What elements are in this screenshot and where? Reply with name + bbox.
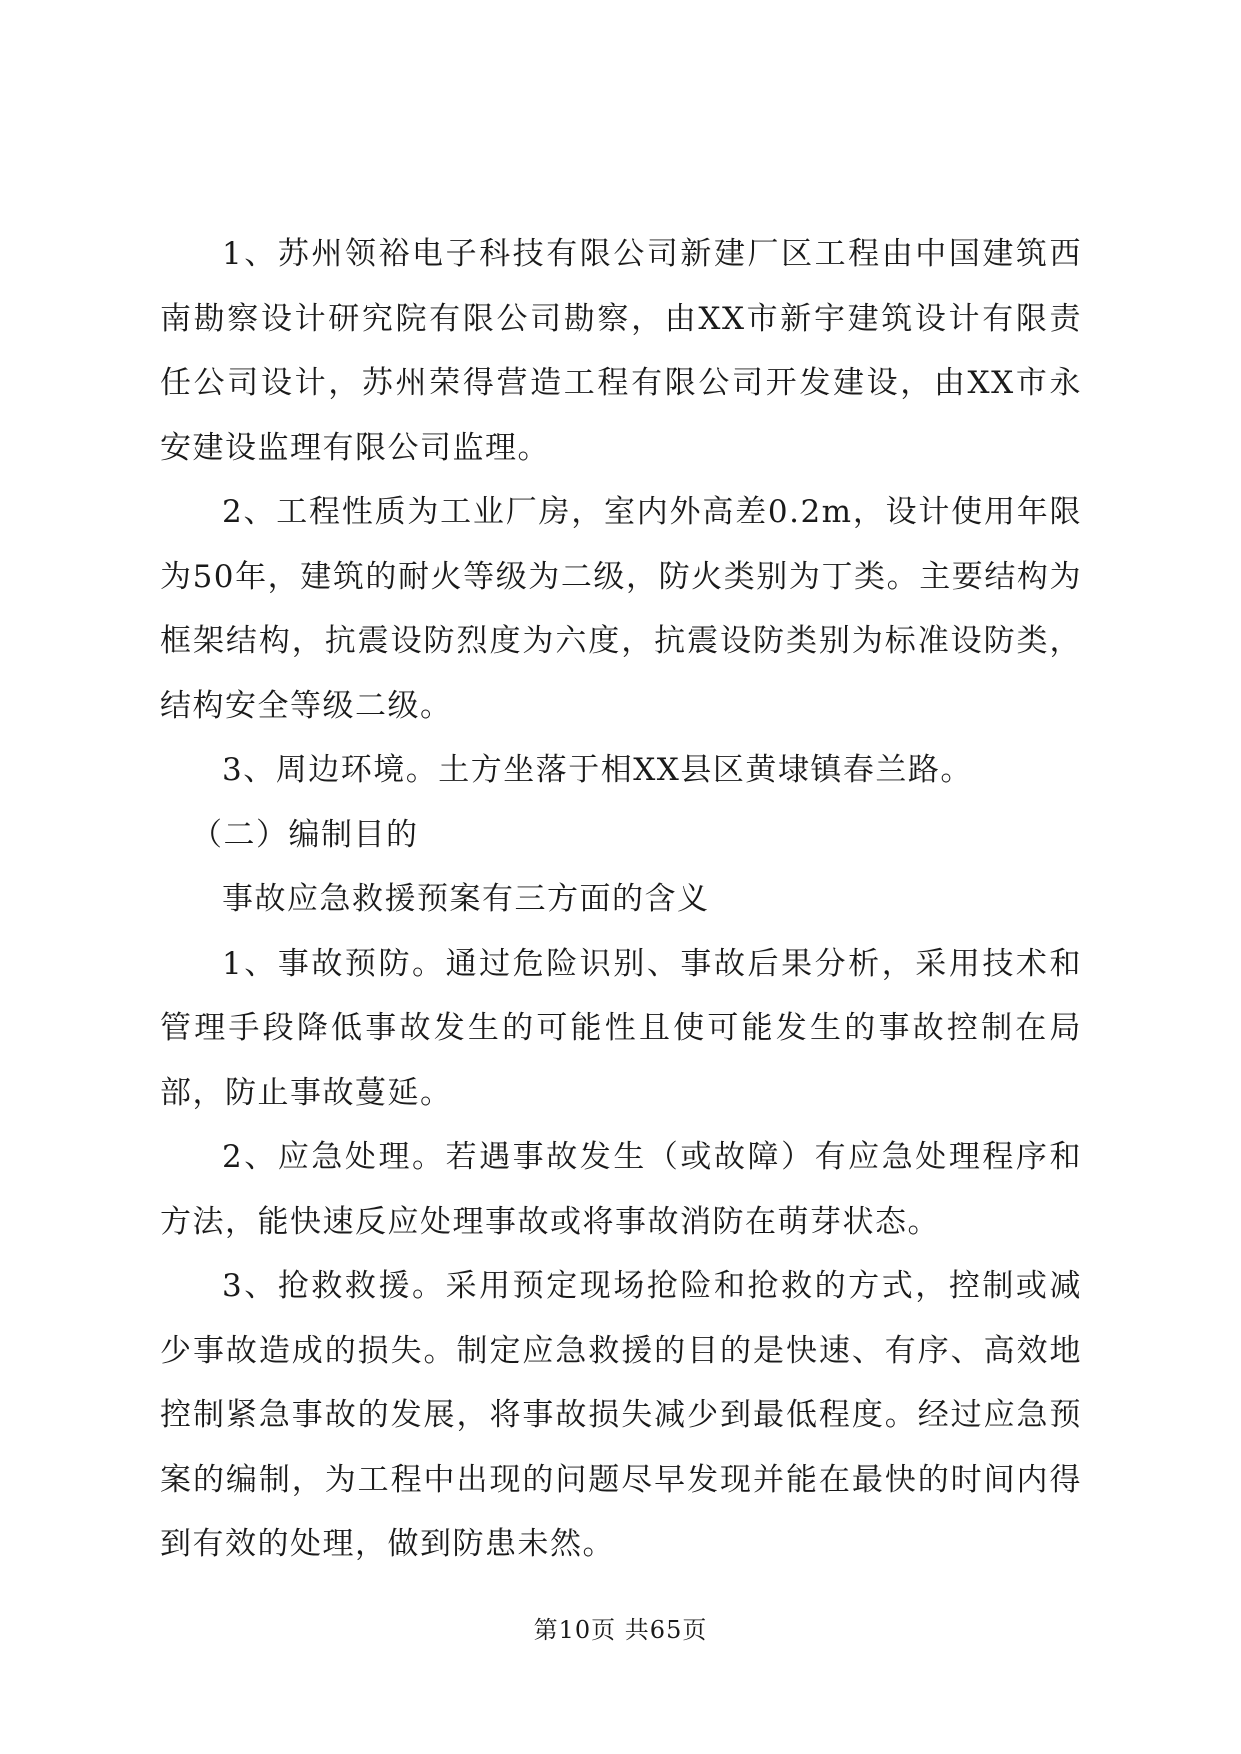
paragraph-project-parties: 1、苏州领裕电子科技有限公司新建厂区工程由中国建筑西南勘察设计研究院有限公司勘察，由XX市新宇建筑设计有限责任公司设计，苏州荣得营造工程有限公司开发建设，由XX市永安建设监理有限公司监理。	[160, 236, 1082, 466]
paragraph-emergency-handling: 2、应急处理。若遇事故发生（或故障）有应急处理程序和方法，能快速反应处理事故或将事故消防在萌芽状态。	[160, 1139, 1082, 1240]
paragraph-prevention: 1、事故预防。通过危险识别、事故后果分析，采用技术和管理手段降低事故发生的可能性且使可能发生的事故控制在局部，防止事故蔓延。	[160, 945, 1082, 1111]
paragraph-plan-meaning: 事故应急救援预案有三方面的含义	[222, 881, 710, 917]
section-heading-purpose: （二）编制目的	[191, 816, 419, 853]
paragraph-surroundings: 3、周边环境。土方坐落于相XX县区黄埭镇春兰路。	[222, 752, 973, 788]
document-body	[160, 222, 1082, 1577]
paragraph-project-nature: 2、工程性质为工业厂房，室内外高差0.2m，设计使用年限为50年，建筑的耐火等级为二级，防火类别为丁类。主要结构为框架结构，抗震设防烈度为六度，抗震设防类别为标准设防类，结构安全等级二级。	[160, 494, 1082, 724]
paragraph-rescue: 3、抢救救援。采用预定现场抢险和抢救的方式，控制或减少事故造成的损失。制定应急救援的目的是快速、有序、高效地控制紧急事故的发展，将事故损失减少到最低程度。经过应急预案的编制，为工程中出现的问题尽早发现并能在最快的时间内得到有效的处理，做到防患未然。	[160, 1268, 1082, 1562]
page-number-footer: 第10页 共65页	[533, 1616, 708, 1644]
